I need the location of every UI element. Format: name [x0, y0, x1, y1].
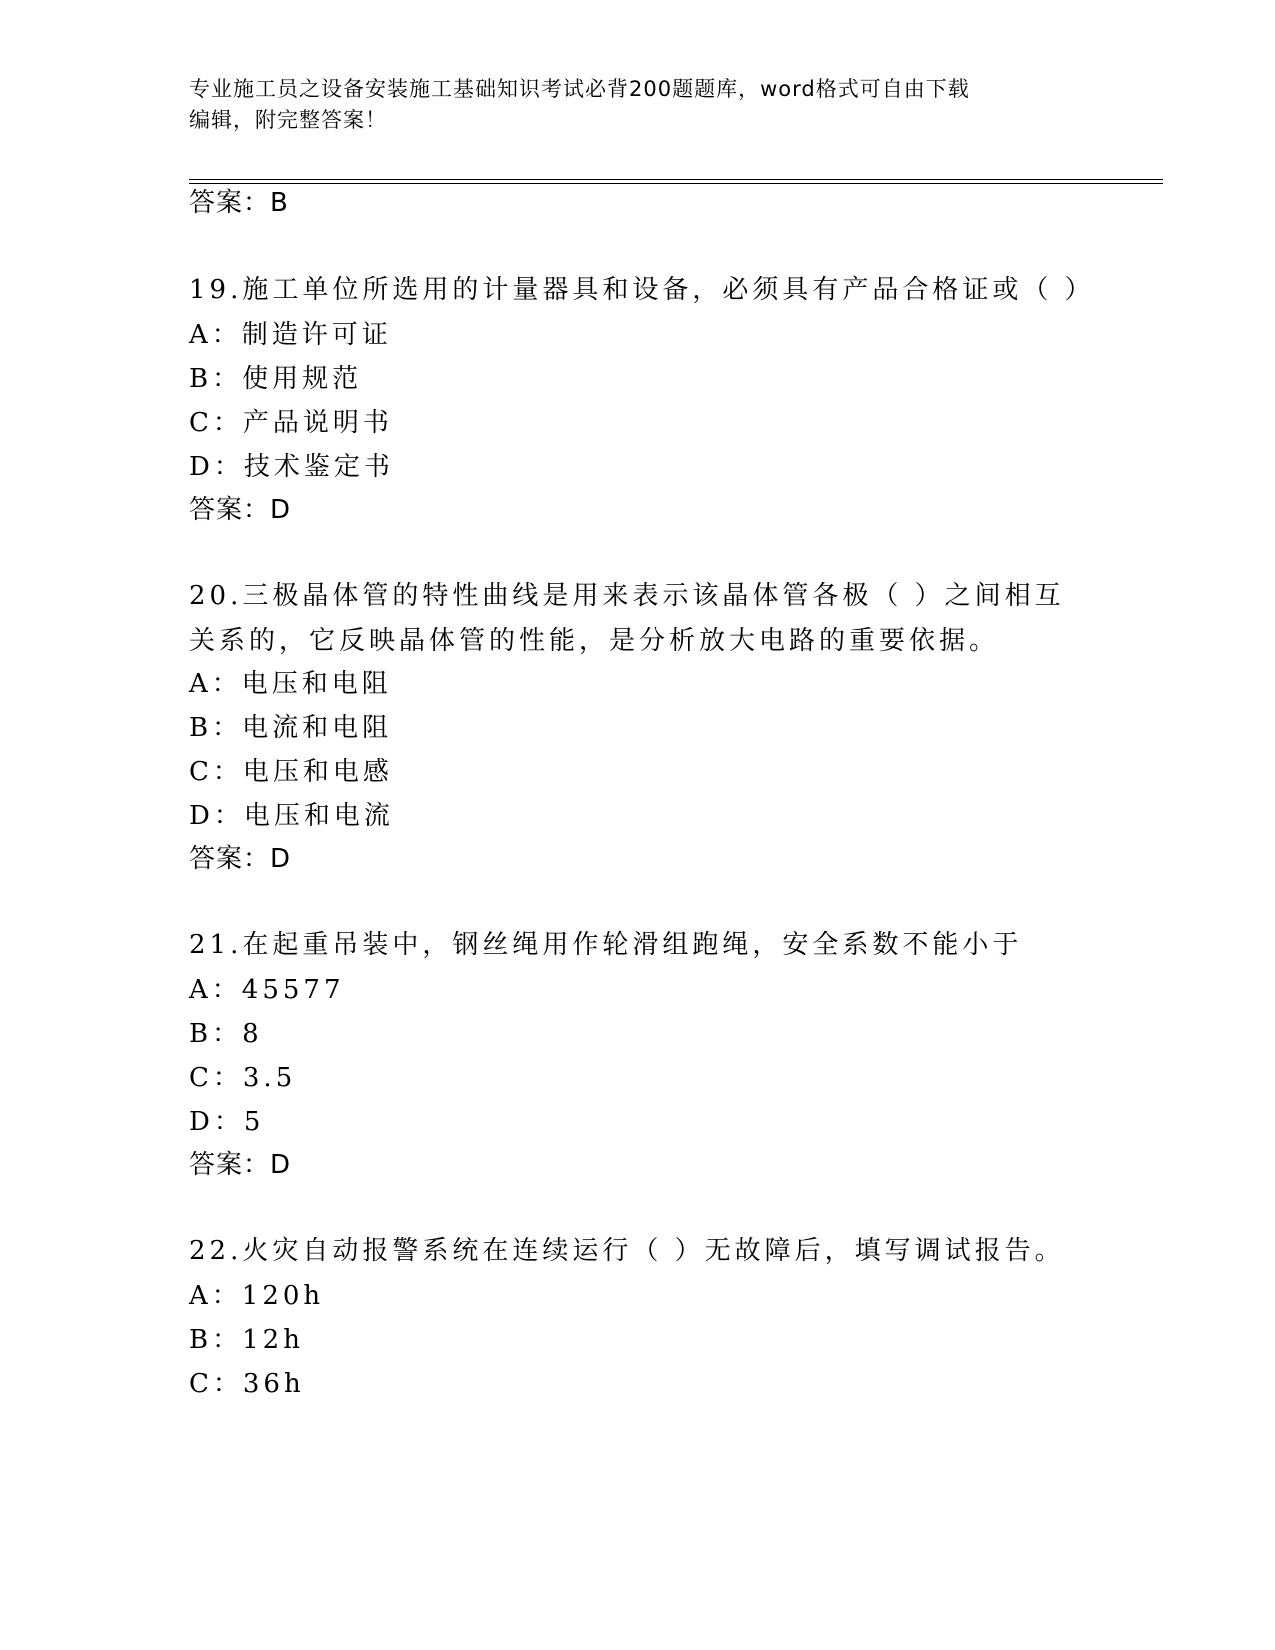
question-20-option-c: C：电压和电感 [189, 757, 393, 787]
question-22-option-c: C：36h [189, 1369, 305, 1399]
question-21-option-d: D：5 [189, 1107, 265, 1137]
header-line-1: 专业施工员之设备安装施工基础知识考试必背200题题库，word格式可自由下载 [189, 77, 970, 101]
question-20-option-b: B：电流和电阻 [189, 713, 393, 743]
question-20-stem: 20.三极晶体管的特性曲线是用来表示该晶体管各极（ ）之间相互关系的，它反映晶体管的性能，是分析放大电路的重要依据。 [189, 581, 1065, 656]
question-21-option-c: C：3.5 [189, 1063, 297, 1093]
question-19-stem: 19.施工单位所选用的计量器具和设备，必须具有产品合格证或（ ） [189, 275, 1095, 305]
question-20-answer: 答案：D [189, 844, 292, 874]
question-21-stem: 21.在起重吊装中，钢丝绳用作轮滑组跑绳，安全系数不能小于 [189, 930, 1023, 960]
question-21-option-a: A：45577 [189, 975, 345, 1005]
question-21-answer: 答案：D [189, 1150, 292, 1180]
question-19-option-a: A：制造许可证 [189, 320, 392, 350]
question-19-option-c: C：产品说明书 [189, 408, 393, 438]
question-21-option-b: B：8 [189, 1019, 263, 1049]
question-22-stem: 22.火灾自动报警系统在连续运行（ ）无故障后，填写调试报告。 [189, 1236, 1065, 1266]
previous-answer: 答案：B [189, 188, 289, 218]
header-line-2: 编辑，附完整答案！ [189, 108, 387, 132]
question-20-option-d: D：电压和电流 [189, 801, 394, 831]
question-22-option-b: B：12h [189, 1325, 304, 1355]
question-20-option-a: A：电压和电阻 [189, 669, 392, 699]
question-19-option-d: D：技术鉴定书 [189, 452, 394, 482]
question-22-option-a: A：120h [189, 1281, 325, 1311]
header-divider [189, 179, 1163, 184]
question-19-answer: 答案：D [189, 495, 292, 525]
document-header [189, 74, 1069, 136]
question-19-option-b: B：使用规范 [189, 364, 363, 394]
